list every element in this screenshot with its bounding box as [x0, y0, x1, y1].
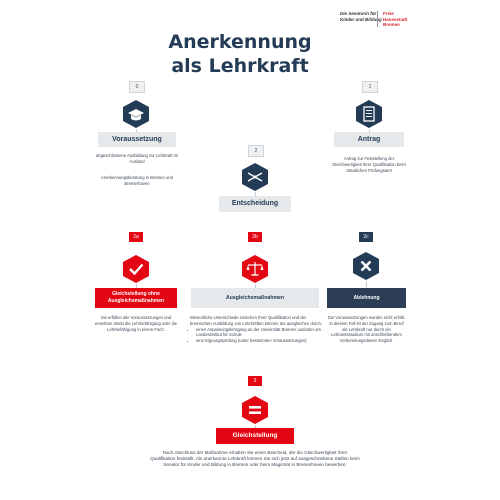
step-1-number: 1: [362, 81, 378, 93]
step-0-text-1: abgeschlossene Ausbildung zur Lehrkraft im Ausland: [95, 153, 179, 164]
step-3-text: Nach Abschluss der Maßnahme erhalten Sie einen Bescheid, der die Gleichwertigkeit Ihrer Qualifikation feststellt. Als anerkannte Lehrkraft können Sie sich jetzt auf ausgeschriebene Stellen beim Senator für Kinder und Bildung in Bremen oder beim Magistrat in Bremerhaven bewerben.: [150, 450, 360, 468]
list-item: • eine Eignungsprüfung (unter bestimmten Voraussetzungen): [196, 338, 322, 344]
step-0-number: 0: [129, 81, 145, 93]
title-line-2: als Lehrkraft: [171, 55, 309, 77]
step-1-label: Antrag: [334, 132, 404, 147]
step-2c-text: Die Voraussetzungen wurden nicht erfüllt. In diesem Fall ist der Zugang zum Beruf als Lehrkraft nur durch ein Lehramtsstudium mit anschließendem Vorbereitungsdienst möglich.: [327, 315, 406, 344]
senator-logo: Die Senatorin für Kinder und Bildung: [340, 11, 382, 22]
check-icon: [121, 254, 151, 284]
step-2b-label: Ausgleichsmaßnahmen: [191, 288, 319, 308]
step-3-number: 3: [248, 376, 262, 386]
title-line-1: Anerkennung: [168, 31, 312, 53]
bremen-logo: Freie Hansestadt Bremen: [383, 11, 408, 27]
step-0-text-2: Anerkennungsberatung in Bremen und Bremerhaven: [101, 175, 173, 186]
step-2a-text: Sie erfüllen alle Voraussetzungen und erwerben direkt die Lehrbefähigung oder die Lehrbefähigung in einem Fach.: [94, 315, 178, 332]
step-2b-text: Wesentliche Unterschiede zwischen Ihrer Qualifikation und der bremischen Ausbildung von Lehrkräften können Sie ausgleichen durch: • einen Anpassungslehrgang an der Universität Bremen und/oder am Landesinstitut für Schule • eine Eignungsprüfung (unter bestimmten Voraussetzungen): [190, 315, 322, 344]
graduation-cap-icon: [121, 99, 151, 129]
step-1-text: Antrag zur Feststellung der Gleichwertigkeit Ihrer Qualifikation beim Staatlichen Prüfungsamt: [332, 156, 406, 173]
connector: [366, 281, 367, 288]
step-2b-number: 2b: [248, 232, 262, 242]
step-2c-number: 2c: [359, 232, 373, 242]
step-2c-label: Ablehnung: [327, 288, 406, 308]
step-2-number: 2: [248, 145, 264, 157]
step-2a-number: 2a: [129, 232, 143, 242]
equals-icon: [240, 395, 270, 425]
balance-scale-icon: [240, 162, 270, 192]
close-icon: [351, 251, 381, 281]
step-3-label: Gleichstellung: [216, 428, 294, 444]
step-2-label: Entscheidung: [219, 196, 291, 212]
logo-divider: [377, 11, 378, 27]
page-title: [140, 30, 340, 78]
step-2a-label: Gleichstellung ohne Ausgleichsmaßnahmen: [95, 288, 177, 308]
step-0-label: Voraussetzung: [98, 132, 176, 147]
document-icon: [354, 99, 384, 129]
list-item: • einen Anpassungslehrgang an der Universität Bremen und/oder am Landesinstitut für Schule: [196, 327, 322, 339]
scale-icon: [240, 254, 270, 284]
